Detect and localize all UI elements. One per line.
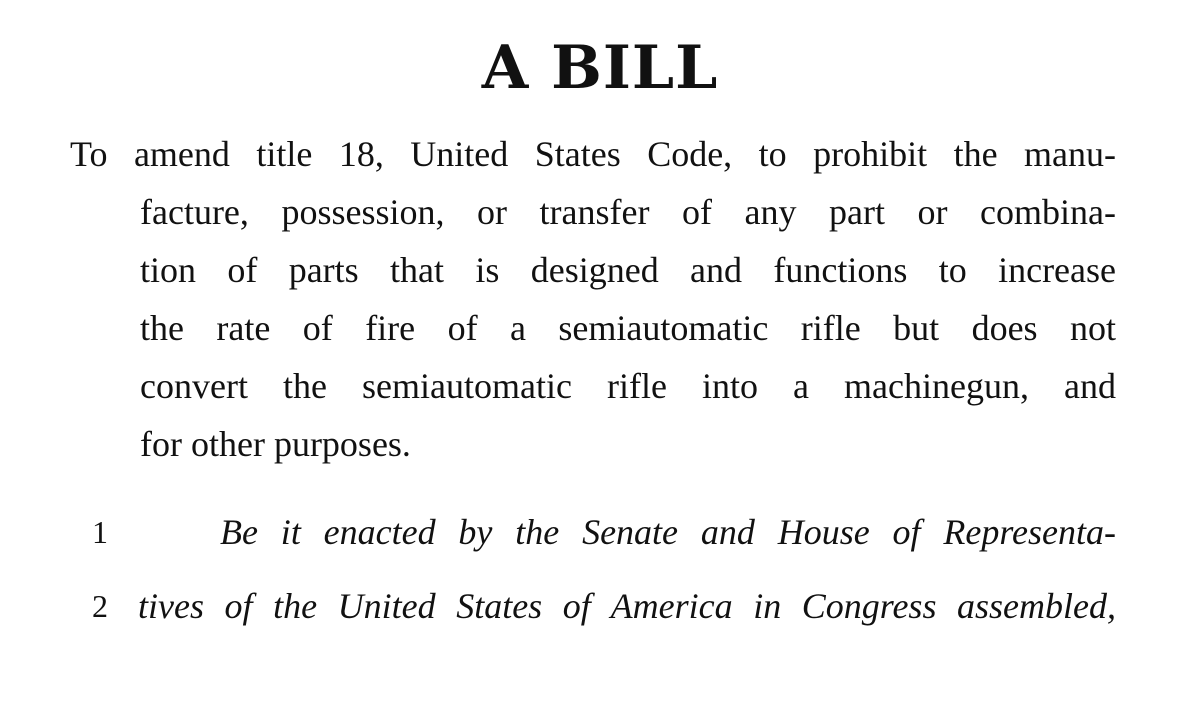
long-title-line: facture, possession, or transfer of any part or combina- (140, 192, 1116, 232)
long-title-line: tion of parts that is designed and functions to increase (140, 250, 1116, 290)
line-number: 1 (92, 514, 108, 550)
long-title-line: convert the semiautomatic rifle into a machinegun, and (140, 366, 1116, 406)
line-number: 2 (92, 588, 108, 624)
long-title-line: for other purposes. (140, 424, 411, 464)
enacting-clause-line: tives of the United States of America in Congress assembled, (138, 586, 1116, 626)
long-title-line: the rate of fire of a semiautomatic rifle but does not (140, 308, 1116, 348)
long-title-line: To amend title 18, United States Code, to prohibit the manu- (70, 134, 1116, 174)
enacting-clause-line: Be it enacted by the Senate and House of Representa- (220, 512, 1116, 552)
bill-heading: A BILL (481, 33, 719, 103)
